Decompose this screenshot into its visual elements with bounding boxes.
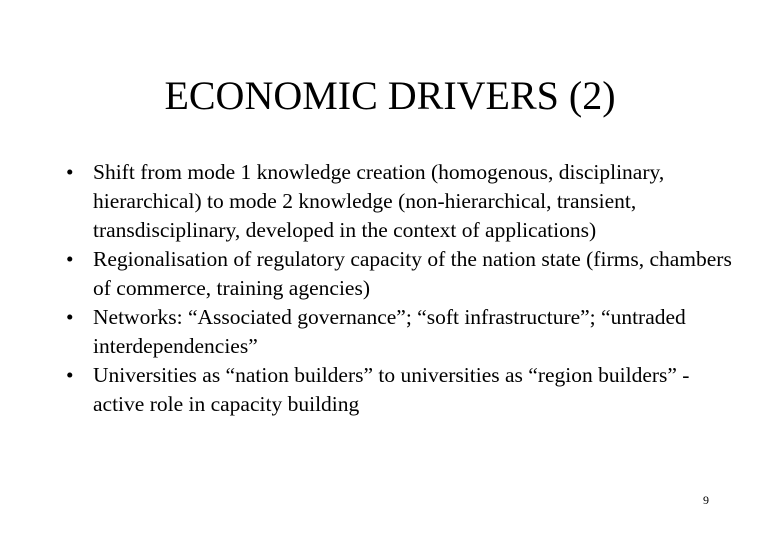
bullet-text: Regionalisation of regulatory capacity of the nation state (firms, chambers of commerce, training agencies)	[93, 247, 732, 300]
bullet-icon: •	[66, 363, 74, 387]
bullet-text: Shift from mode 1 knowledge creation (homogenous, disciplinary, hierarchical) to mode 2 knowledge (non-hierarchical, transient, transdisciplinary, developed in the context of applications)	[93, 160, 665, 242]
bullet-icon: •	[66, 247, 74, 271]
bullet-item-2	[66, 245, 746, 303]
bullet-item-3	[66, 303, 746, 361]
bullet-list	[66, 158, 746, 419]
bullet-icon: •	[66, 160, 74, 184]
bullet-text: Networks: “Associated governance”; “soft infrastructure”; “untraded interdependencies”	[93, 305, 686, 358]
bullet-item-4	[66, 361, 746, 419]
page-number: 9	[703, 493, 709, 507]
bullet-item-1	[66, 158, 746, 245]
bullet-icon: •	[66, 305, 74, 329]
slide-title: ECONOMIC DRIVERS (2)	[164, 73, 616, 118]
bullet-text: Universities as “nation builders” to universities as “region builders” - active role in capacity building	[93, 363, 690, 416]
